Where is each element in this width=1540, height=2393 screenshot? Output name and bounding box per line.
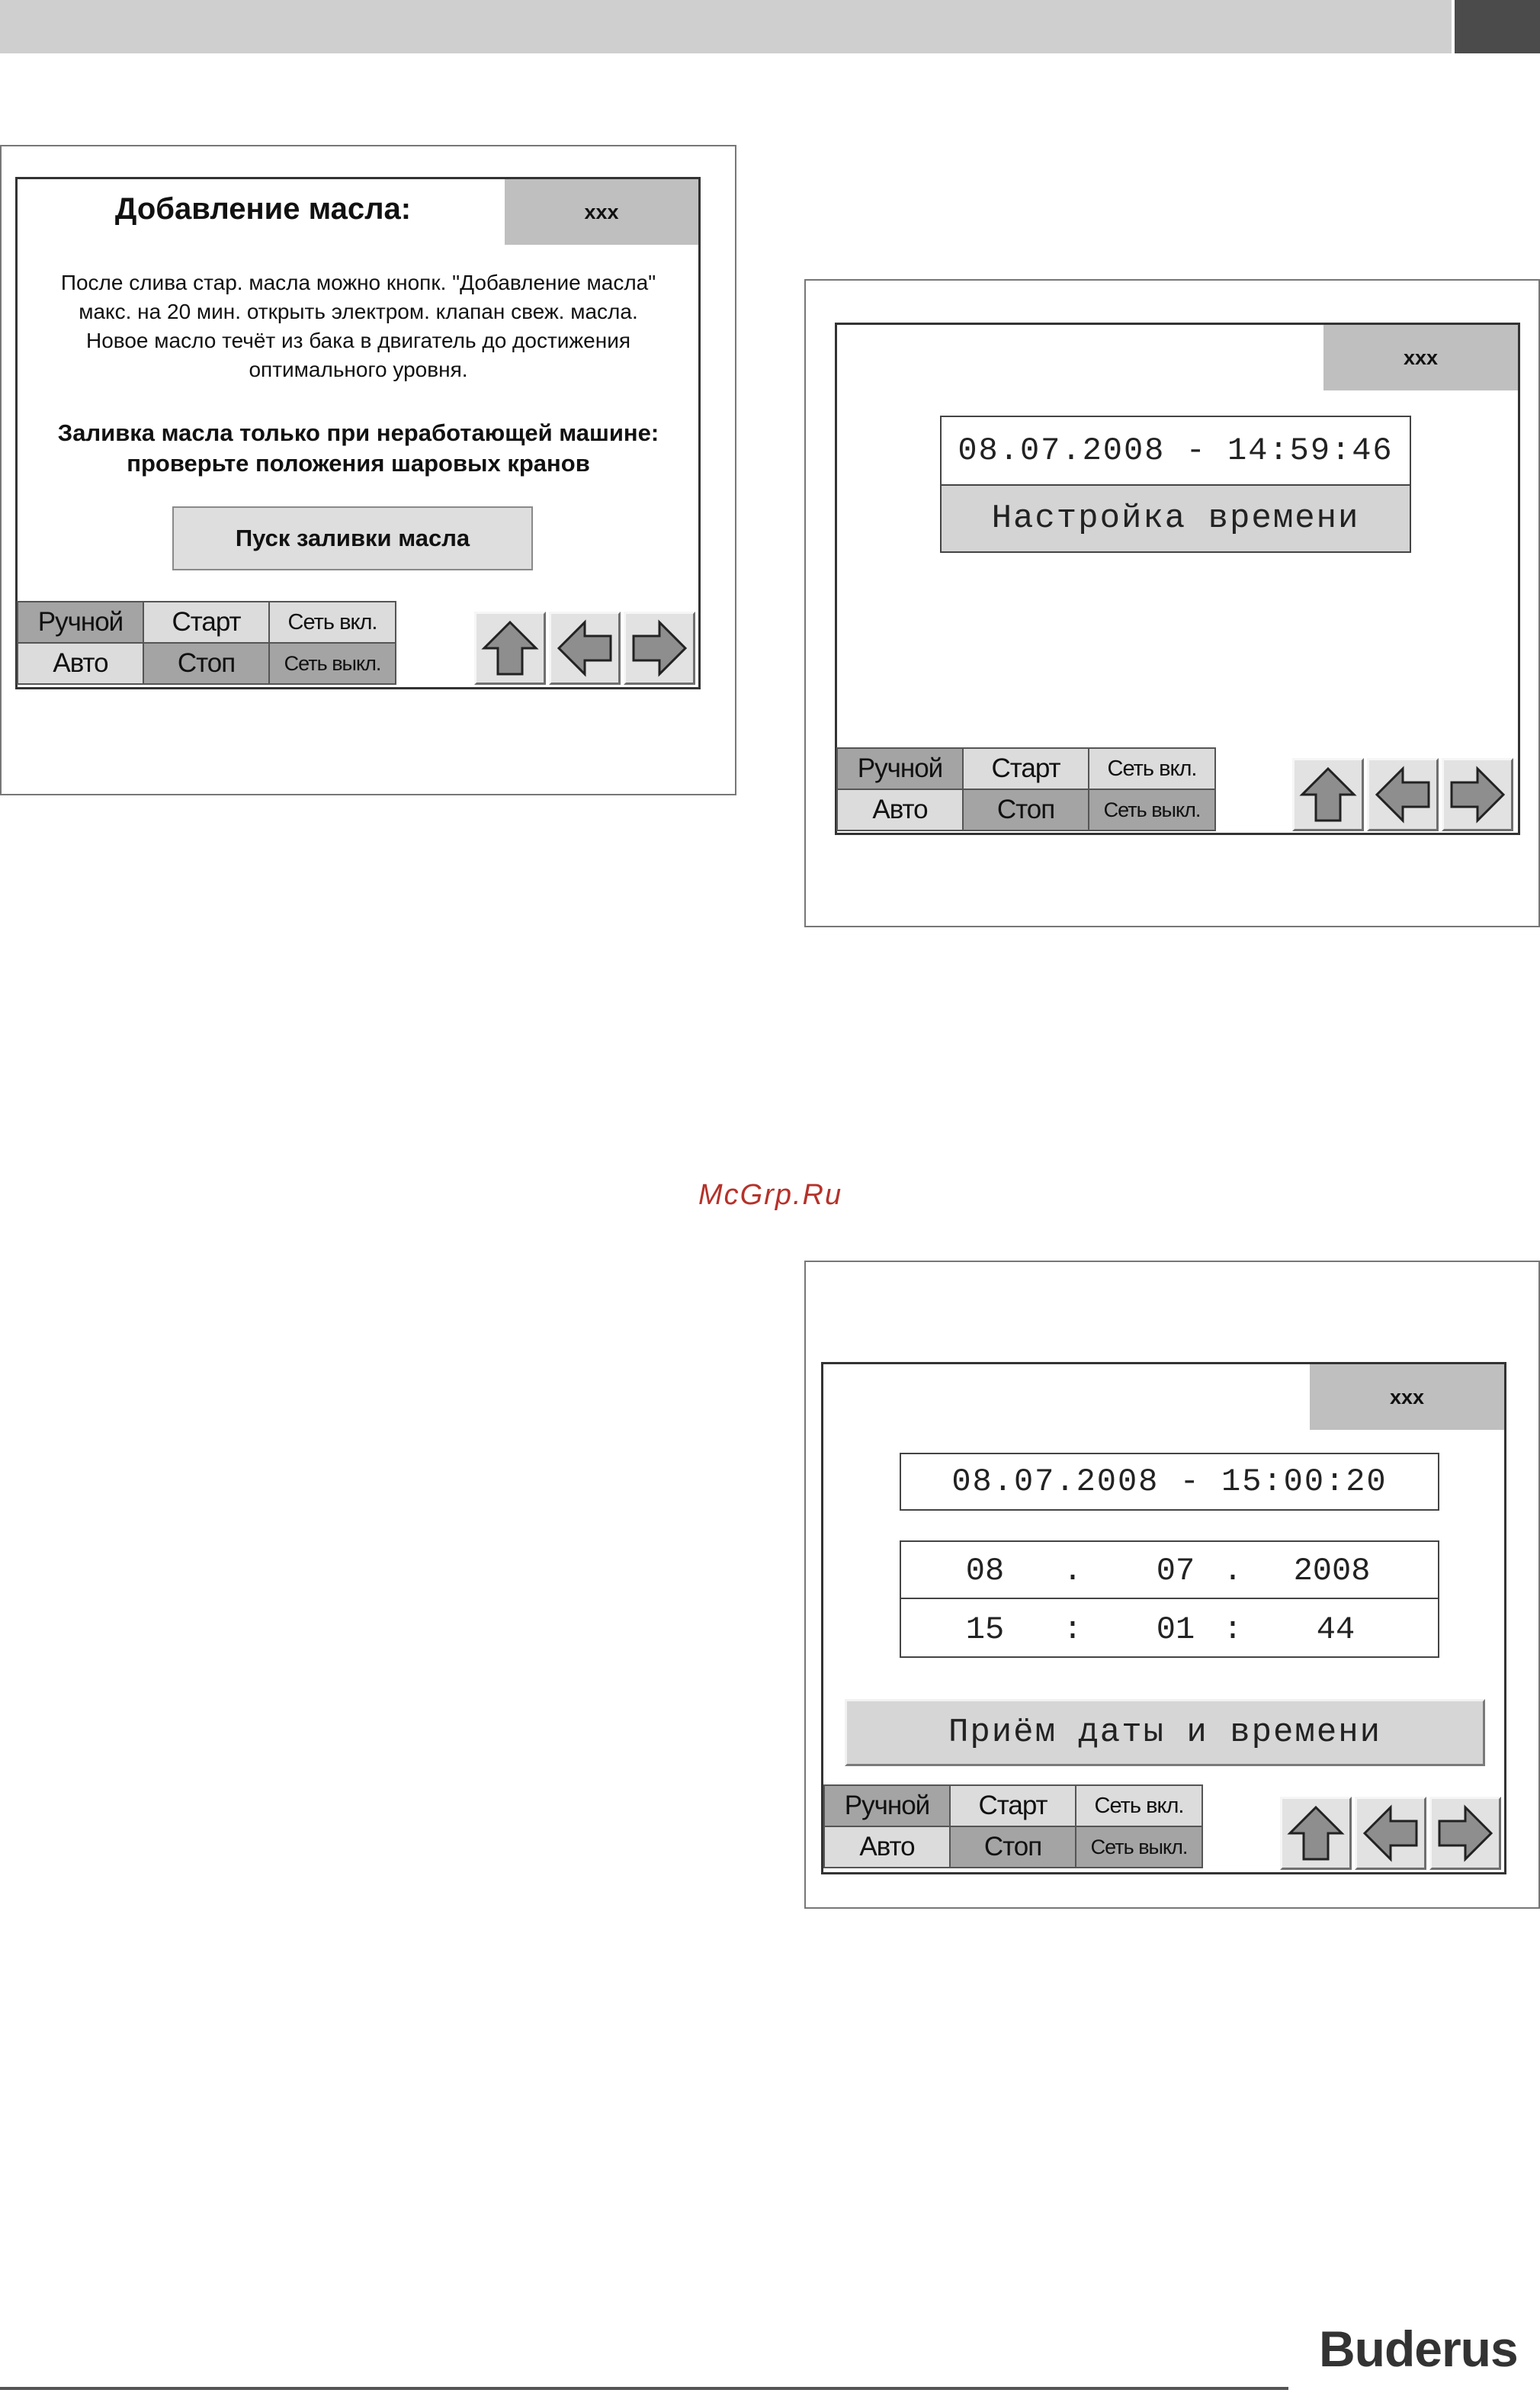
info-line: оптимального уровня.: [249, 358, 468, 381]
warning-line: Заливка масла только при неработающей машине:: [57, 419, 659, 446]
date-separator: .: [1223, 1552, 1243, 1589]
warning-text: [30, 418, 686, 479]
arrow-left-icon: [1372, 764, 1433, 825]
power-on-button[interactable]: Сеть вкл.: [270, 602, 395, 642]
start-button[interactable]: Старт: [144, 602, 268, 642]
info-line: макс. на 20 мин. открыть электром. клапан свеж. масла.: [79, 300, 638, 323]
hour-field[interactable]: 15: [965, 1611, 1005, 1648]
stop-button[interactable]: Стоп: [951, 1827, 1075, 1867]
info-line: После слива стар. масла можно кнопк. "Добавление масла": [60, 271, 656, 294]
date-separator: .: [1063, 1552, 1083, 1589]
arrow-left-button[interactable]: [549, 612, 621, 685]
arrow-right-icon: [629, 618, 690, 679]
status-badge: xxx: [1323, 325, 1518, 390]
arrow-left-button[interactable]: [1367, 758, 1439, 831]
arrow-up-icon: [1285, 1803, 1346, 1864]
arrow-up-icon: [1298, 764, 1359, 825]
current-datetime: 08.07.2008 - 14:59:46: [958, 432, 1394, 469]
page-title: Добавление масла:: [114, 192, 412, 226]
mode-panel: [836, 747, 1216, 831]
date-row: [901, 1542, 1438, 1599]
accept-datetime-label: Приём даты и времени: [948, 1714, 1382, 1752]
arrow-up-icon: [480, 618, 541, 679]
power-on-button[interactable]: Сеть вкл.: [1076, 1786, 1202, 1826]
manual-mode-button[interactable]: Ручной: [18, 602, 143, 642]
auto-mode-button[interactable]: Авто: [18, 644, 143, 683]
arrow-up-button[interactable]: [1280, 1797, 1352, 1870]
arrow-right-button[interactable]: [624, 612, 695, 685]
time-settings-button[interactable]: [942, 484, 1410, 551]
power-off-button[interactable]: Сеть выкл.: [1089, 790, 1214, 830]
arrow-left-icon: [554, 618, 615, 679]
stop-button[interactable]: Стоп: [144, 644, 268, 683]
datetime-entry-grid: [900, 1540, 1439, 1658]
year-field[interactable]: 2008: [1293, 1552, 1371, 1589]
time-row: [901, 1601, 1438, 1658]
start-button[interactable]: Старт: [964, 749, 1088, 789]
info-line: Новое масло течёт из бака в двигатель до достижения: [85, 329, 630, 352]
arrow-right-icon: [1435, 1803, 1496, 1864]
nav-buttons: [1280, 1797, 1503, 1870]
arrow-right-button[interactable]: [1442, 758, 1513, 831]
arrow-left-icon: [1360, 1803, 1421, 1864]
mode-panel: [17, 601, 396, 685]
warning-line: проверьте положения шаровых кранов: [127, 450, 590, 477]
auto-mode-button[interactable]: Авто: [825, 1827, 949, 1867]
minute-field[interactable]: 01: [1156, 1611, 1195, 1648]
watermark: McGrp.Ru: [698, 1179, 843, 1211]
power-off-button[interactable]: Сеть выкл.: [270, 644, 395, 683]
stop-button[interactable]: Стоп: [964, 790, 1088, 830]
power-off-button[interactable]: Сеть выкл.: [1076, 1827, 1202, 1867]
brand-logo: Buderus: [1319, 2321, 1518, 2377]
month-field[interactable]: 07: [1156, 1552, 1195, 1589]
header-tab: [1455, 0, 1540, 53]
current-datetime: 08.07.2008 - 15:00:20: [900, 1453, 1439, 1511]
arrow-right-button[interactable]: [1429, 1797, 1501, 1870]
nav-buttons: [474, 612, 697, 685]
time-separator: :: [1063, 1611, 1083, 1648]
status-badge: xxx: [1310, 1364, 1504, 1430]
status-badge: xxx: [505, 179, 698, 245]
datetime-box: [940, 416, 1411, 553]
info-text: [30, 268, 686, 384]
manual-mode-button[interactable]: Ручной: [838, 749, 962, 789]
day-field[interactable]: 08: [965, 1552, 1005, 1589]
auto-mode-button[interactable]: Авто: [838, 790, 962, 830]
mode-panel: [823, 1784, 1203, 1868]
nav-buttons: [1292, 758, 1515, 831]
arrow-up-button[interactable]: [474, 612, 546, 685]
footer-rule: [0, 2387, 1288, 2390]
second-field[interactable]: 44: [1316, 1611, 1356, 1648]
arrow-up-button[interactable]: [1292, 758, 1364, 831]
arrow-right-icon: [1447, 764, 1508, 825]
time-settings-label: Настройка времени: [991, 499, 1360, 538]
arrow-left-button[interactable]: [1355, 1797, 1426, 1870]
start-oil-fill-button[interactable]: Пуск заливки масла: [172, 506, 533, 570]
time-separator: :: [1223, 1611, 1243, 1648]
accept-datetime-button[interactable]: [845, 1699, 1485, 1766]
manual-mode-button[interactable]: Ручной: [825, 1786, 949, 1826]
start-button[interactable]: Старт: [951, 1786, 1075, 1826]
header-bar: [0, 0, 1452, 53]
power-on-button[interactable]: Сеть вкл.: [1089, 749, 1214, 789]
